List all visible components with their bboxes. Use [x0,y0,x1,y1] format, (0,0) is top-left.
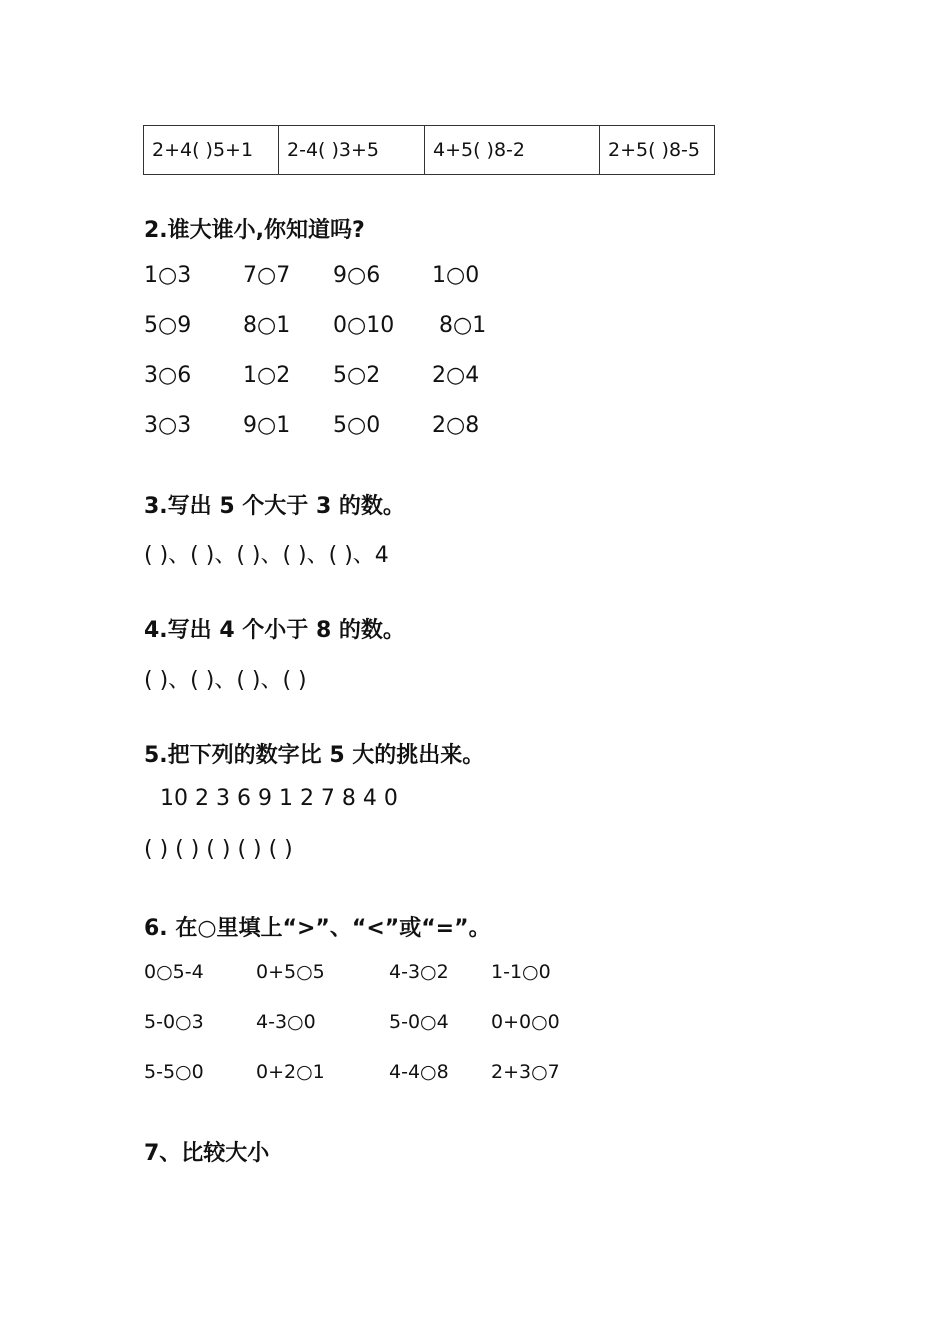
q2-item: 7○7 [243,263,291,288]
q6-item: 5-0○4 [389,1011,449,1033]
question-4-title: 4.写出 4 个小于 8 的数。 [144,618,405,643]
q5-answer-line: ( ) ( ) ( ) ( ) ( ) [144,837,293,862]
q2-item: 1○2 [243,363,291,388]
q6-item: 4-4○8 [389,1061,449,1083]
q3-answer-line: ( )、( )、( )、( )、( )、4 [144,543,389,568]
q6-item: 0+2○1 [256,1061,325,1083]
q2-item: 1○0 [432,263,480,288]
q2-item: 5○2 [333,363,381,388]
q6-item: 0+0○0 [491,1011,560,1033]
q2-item: 1○3 [144,263,192,288]
table-cell: 2+5( )8-5 [608,139,700,161]
q2-item: 2○4 [432,363,480,388]
q5-number-list: 10 2 3 6 9 1 2 7 8 4 0 [160,786,398,811]
q2-item: 9○1 [243,413,291,438]
q2-item: 3○6 [144,363,192,388]
q2-item: 0○10 [333,313,395,338]
q6-item: 5-0○3 [144,1011,204,1033]
question-3-title: 3.写出 5 个大于 3 的数。 [144,494,405,519]
q2-item: 8○1 [439,313,487,338]
q6-item: 0+5○5 [256,961,325,983]
q2-item: 9○6 [333,263,381,288]
q6-item: 5-5○0 [144,1061,204,1083]
q6-item: 2+3○7 [491,1061,560,1083]
comparison-table [143,125,715,175]
q2-item: 2○8 [432,413,480,438]
q2-item: 5○9 [144,313,192,338]
q2-item: 3○3 [144,413,192,438]
q4-answer-line: ( )、( )、( )、( ) [144,668,307,693]
question-6-title: 6. 在○里填上“>”、“<”或“=”。 [144,916,491,941]
q6-item: 0○5-4 [144,961,204,983]
table-cell: 4+5( )8-2 [425,126,600,174]
question-2-title: 2.谁大谁小,你知道吗? [144,218,365,243]
q6-item: 4-3○2 [389,961,449,983]
question-7-title: 7、比较大小 [144,1141,270,1166]
table-cell: 2-4( )3+5 [279,126,425,174]
question-5-title: 5.把下列的数字比 5 大的挑出来。 [144,743,485,768]
table-cell: 2+4( )5+1 [144,126,279,174]
q2-item: 5○0 [333,413,381,438]
q6-item: 4-3○0 [256,1011,316,1033]
q6-item: 1-1○0 [491,961,551,983]
q2-item: 8○1 [243,313,291,338]
